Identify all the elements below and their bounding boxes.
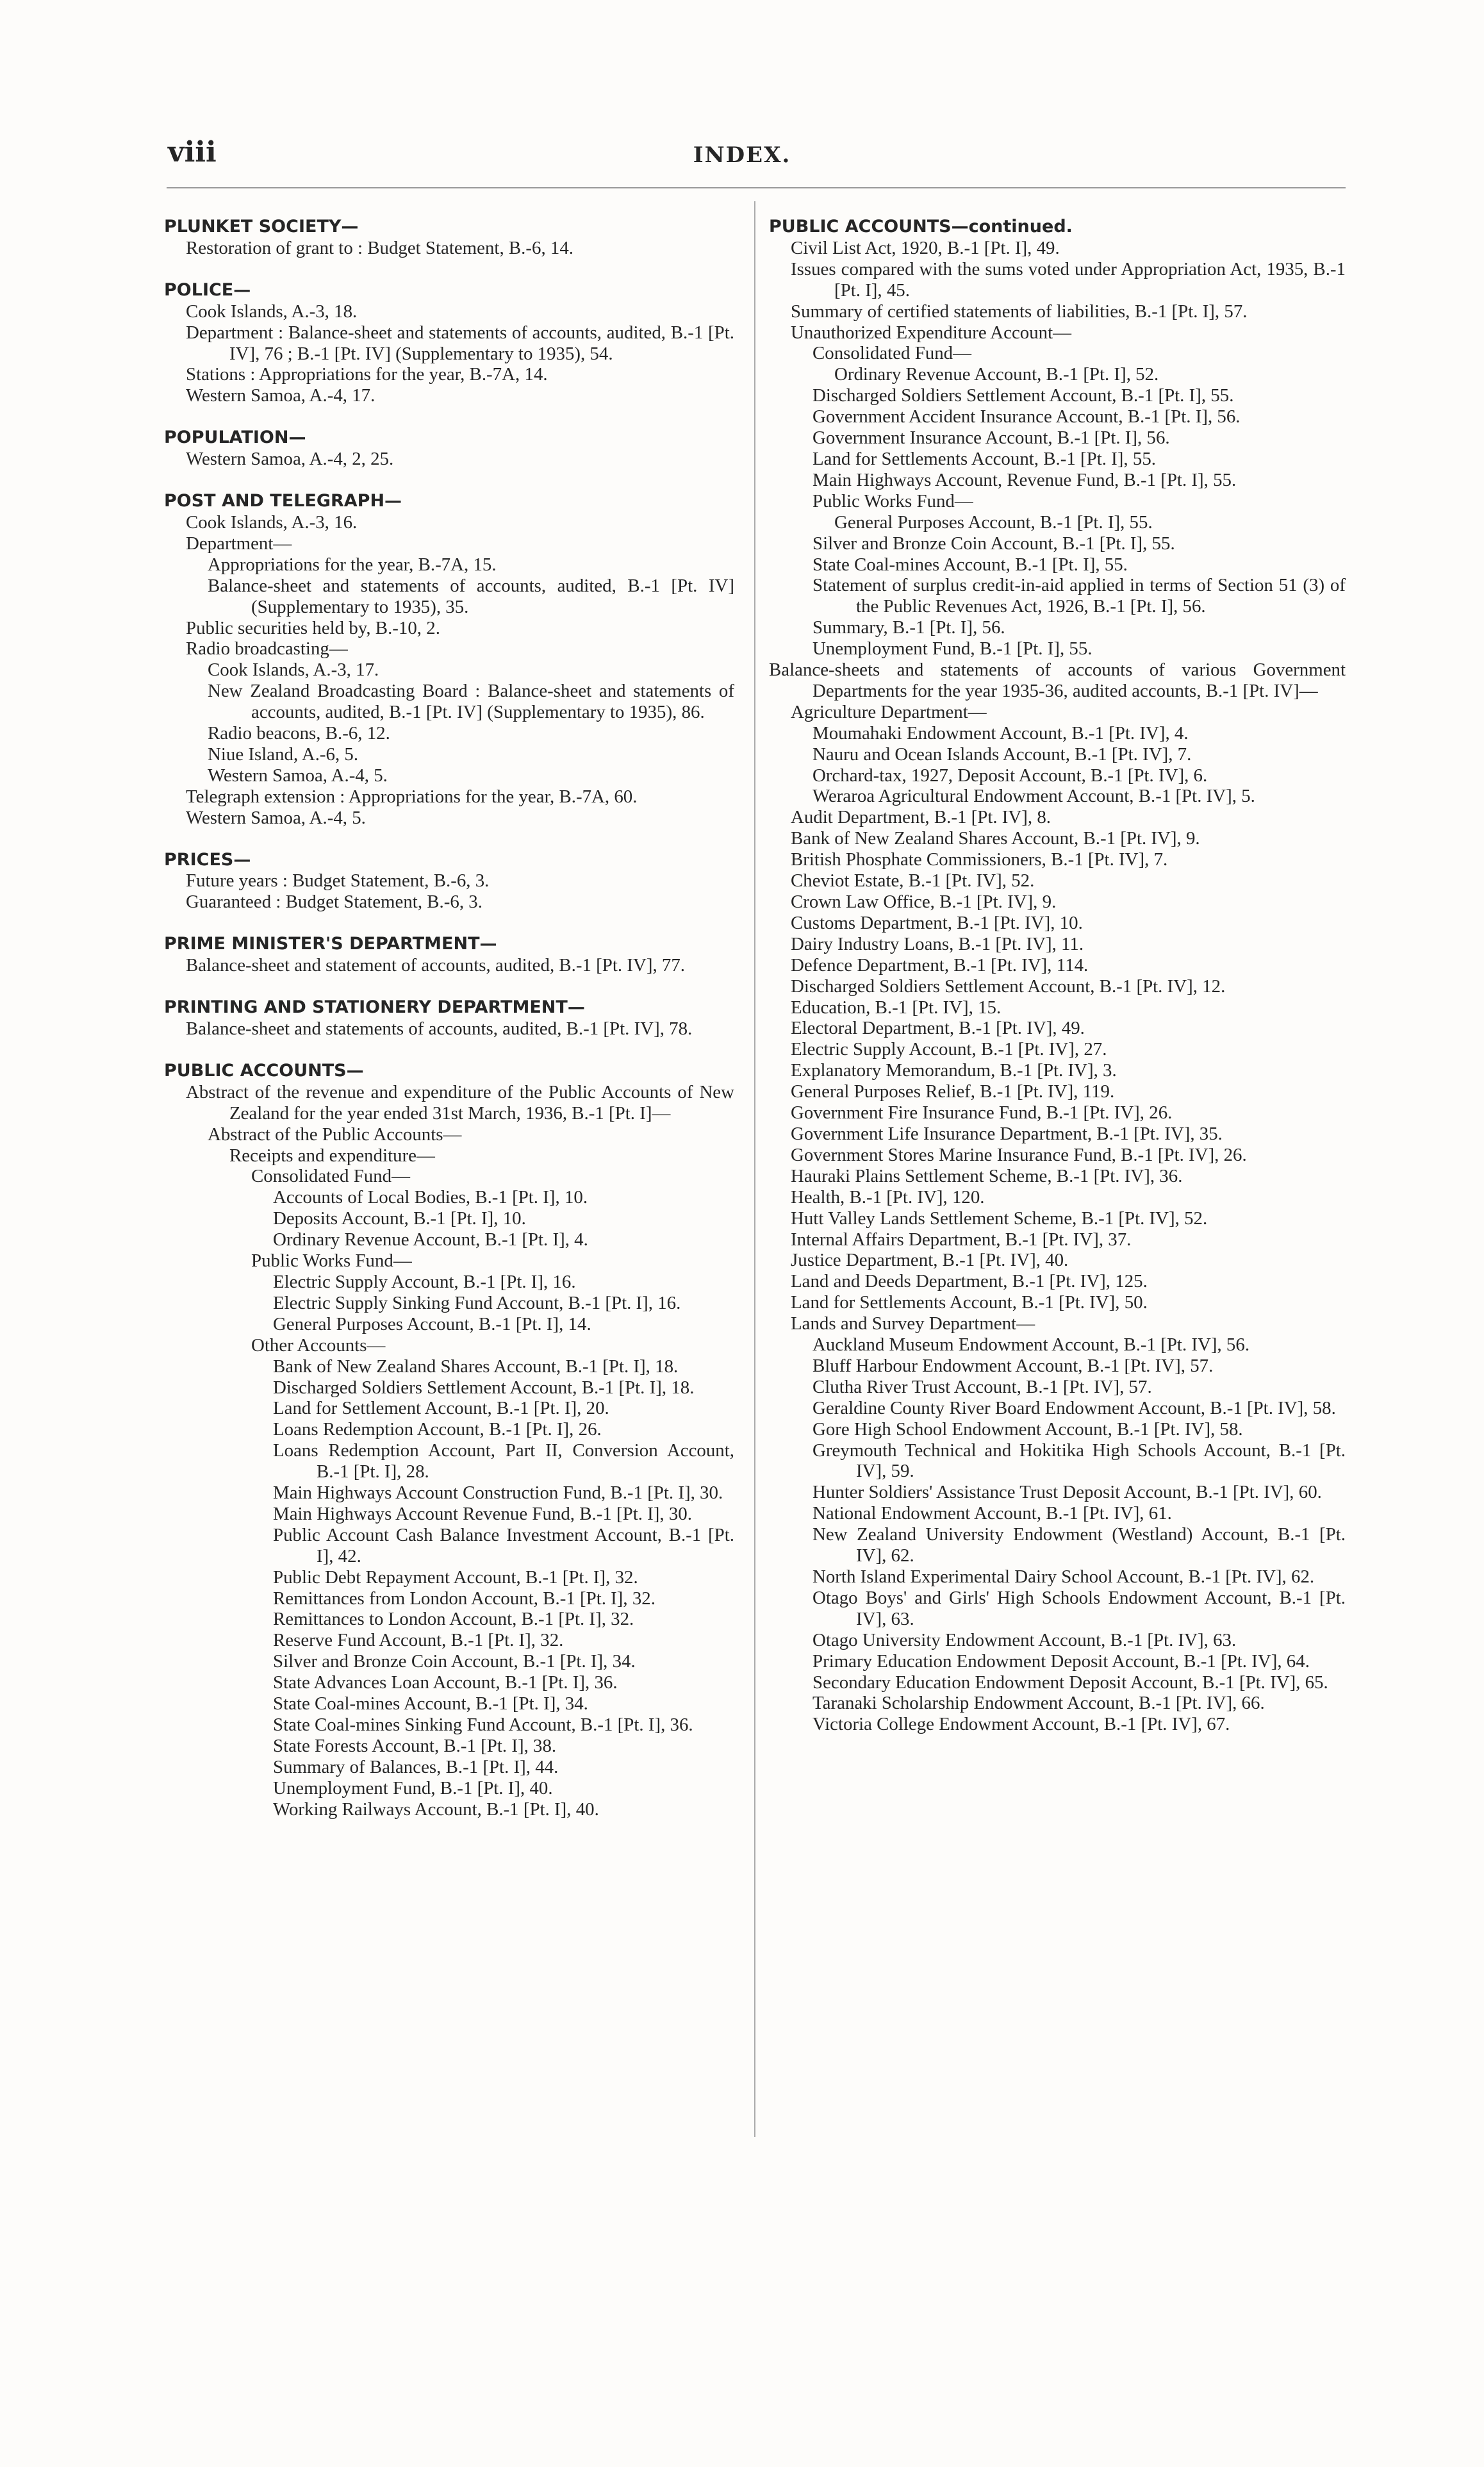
index-entry: Balance-sheet and statements of accounts, audited, B.-1 [Pt. IV] (Supplementary to 1935), 35.: [208, 575, 734, 617]
index-entry: Deposits Account, B.-1 [Pt. I], 10.: [273, 1208, 526, 1229]
index-entry: State Forests Account, B.-1 [Pt. I], 38.: [273, 1735, 557, 1756]
index-entry: Gore High School Endowment Account, B.-1 [Pt. IV], 58.: [812, 1418, 1243, 1440]
index-entry: Working Railways Account, B.-1 [Pt. I], 40.: [273, 1798, 599, 1820]
index-entry: Summary of certified statements of liabilities, B.-1 [Pt. I], 57.: [791, 301, 1248, 322]
index-heading: PRIME MINISTER'S DEPARTMENT—: [164, 934, 497, 954]
index-entry: Bluff Harbour Endowment Account, B.-1 [Pt. IV], 57.: [812, 1355, 1214, 1376]
index-entry: Consolidated Fund—: [812, 343, 971, 364]
index-entry: Moumahaki Endowment Account, B.-1 [Pt. IV], 4.: [812, 722, 1189, 743]
index-entry: Otago University Endowment Account, B.-1 [Pt. IV], 63.: [812, 1629, 1237, 1650]
index-entry: Telegraph extension : Appropriations for the year, B.-7A, 60.: [186, 786, 638, 807]
index-entry: Education, B.-1 [Pt. IV], 15.: [791, 997, 1002, 1018]
entry-spacer: [164, 406, 734, 428]
index-entry: Statement of surplus credit-in-aid applied in terms of Section 51 (3) of the Public Revenues Act, 1926, B.-1 [Pt. I], 56.: [812, 575, 1346, 617]
index-entry: Accounts of Local Bodies, B.-1 [Pt. I], 10.: [273, 1187, 588, 1208]
index-entry: Taranaki Scholarship Endowment Account, B.-1 [Pt. IV], 66.: [812, 1693, 1265, 1714]
index-entry: Restoration of grant to : Budget Statement, B.-6, 14.: [186, 237, 574, 258]
entry-spacer: [164, 470, 734, 491]
index-heading: PUBLIC ACCOUNTS—: [164, 1060, 364, 1081]
index-entry: Land for Settlements Account, B.-1 [Pt. I], 55.: [812, 448, 1156, 469]
index-entry: Appropriations for the year, B.-7A, 15.: [208, 554, 497, 575]
index-entry: Public Account Cash Balance Investment Account, B.-1 [Pt. I], 42.: [273, 1524, 734, 1566]
index-entry: Hutt Valley Lands Settlement Scheme, B.-1 [Pt. IV], 52.: [791, 1208, 1208, 1229]
index-entry: Unemployment Fund, B.-1 [Pt. I], 40.: [273, 1777, 553, 1798]
index-entry: Loans Redemption Account, B.-1 [Pt. I], 26.: [273, 1419, 602, 1440]
index-entry: Balance-sheet and statement of accounts, audited, B.-1 [Pt. IV], 77.: [186, 955, 686, 976]
index-entry: Summary of Balances, B.-1 [Pt. I], 44.: [273, 1756, 559, 1777]
index-entry: Crown Law Office, B.-1 [Pt. IV], 9.: [791, 892, 1057, 912]
index-entry: Cook Islands, A.-3, 16.: [186, 511, 358, 533]
index-entry: Main Highways Account, Revenue Fund, B.-1 [Pt. I], 55.: [812, 469, 1237, 490]
index-entry: State Coal-mines Account, B.-1 [Pt. I], 55.: [812, 554, 1128, 575]
index-entry: Hauraki Plains Settlement Scheme, B.-1 [Pt. IV], 36.: [791, 1165, 1183, 1186]
index-entry: Government Fire Insurance Fund, B.-1 [Pt. IV], 26.: [791, 1102, 1173, 1124]
index-entry: Discharged Soldiers Settlement Account, B.-1 [Pt. IV], 12.: [791, 976, 1226, 997]
index-entry: Ordinary Revenue Account, B.-1 [Pt. I], 4.: [273, 1229, 588, 1250]
index-entry: Land and Deeds Department, B.-1 [Pt. IV], 125.: [791, 1271, 1148, 1292]
index-entry: Cook Islands, A.-3, 18.: [186, 301, 358, 322]
index-entry: Auckland Museum Endowment Account, B.-1 [Pt. IV], 56.: [812, 1334, 1250, 1356]
index-entry: Internal Affairs Department, B.-1 [Pt. IV], 37.: [791, 1229, 1132, 1250]
index-entry: Otago Boys' and Girls' High Schools Endowment Account, B.-1 [Pt. IV], 63.: [812, 1587, 1346, 1629]
column-divider: [754, 201, 755, 2137]
index-entry: Health, B.-1 [Pt. IV], 120.: [791, 1186, 985, 1208]
index-entry: Government Stores Marine Insurance Fund, B.-1 [Pt. IV], 26.: [791, 1144, 1247, 1165]
index-entry: General Purposes Account, B.-1 [Pt. I], 14.: [273, 1313, 591, 1334]
entry-spacer: [164, 1040, 734, 1061]
index-entry: Customs Department, B.-1 [Pt. IV], 10.: [791, 912, 1083, 933]
index-entry: Abstract of the revenue and expenditure of the Public Accounts of New Zealand for the year ended 31st March, 1936, B.-1 [Pt. I]—: [186, 1081, 734, 1124]
index-entry: Explanatory Memorandum, B.-1 [Pt. IV], 3.: [791, 1060, 1117, 1081]
index-entry: Western Samoa, A.-4, 17.: [186, 385, 375, 406]
index-entry: Orchard-tax, 1927, Deposit Account, B.-1 [Pt. IV], 6.: [812, 765, 1208, 786]
index-entry: Western Samoa, A.-4, 5.: [186, 807, 366, 828]
index-entry: Electric Supply Sinking Fund Account, B.-1 [Pt. I], 16.: [273, 1292, 681, 1313]
index-entry: Niue Island, A.-6, 5.: [208, 743, 359, 765]
index-entry: Main Highways Account Construction Fund, B.-1 [Pt. I], 30.: [273, 1483, 723, 1504]
index-entry: Weraroa Agricultural Endowment Account, B.-1 [Pt. IV], 5.: [812, 786, 1255, 807]
entry-spacer: [164, 976, 734, 997]
entry-spacer: [164, 259, 734, 280]
index-heading: POPULATION—: [164, 428, 306, 448]
index-entry: Audit Department, B.-1 [Pt. IV], 8.: [791, 807, 1051, 828]
index-entry: Public Debt Repayment Account, B.-1 [Pt. I], 32.: [273, 1566, 638, 1588]
index-entry: Unemployment Fund, B.-1 [Pt. I], 55.: [812, 638, 1092, 660]
index-entry: Department—: [186, 533, 292, 554]
index-entry: Stations : Appropriations for the year, B.-7A, 14.: [186, 364, 548, 385]
index-entry: Western Samoa, A.-4, 5.: [208, 765, 388, 786]
index-entry: Secondary Education Endowment Deposit Account, B.-1 [Pt. IV], 65.: [812, 1672, 1328, 1693]
index-column-right: [769, 217, 1346, 1735]
index-entry: Silver and Bronze Coin Account, B.-1 [Pt. I], 55.: [812, 533, 1175, 554]
index-heading: POLICE—: [164, 279, 251, 300]
index-entry: Balance-sheets and statements of accounts of various Government Departments for the year 1935-36, audited accounts, B.-1 [Pt. IV]—: [769, 660, 1346, 701]
index-heading: PRICES—: [164, 849, 251, 870]
page-number: viii: [168, 136, 217, 169]
index-entry: New Zealand University Endowment (Westland) Account, B.-1 [Pt. IV], 62.: [812, 1524, 1346, 1566]
index-entry: Electoral Department, B.-1 [Pt. IV], 49.: [791, 1018, 1085, 1039]
index-entry: Radio beacons, B.-6, 12.: [208, 723, 390, 744]
index-entry: Cheviot Estate, B.-1 [Pt. IV], 52.: [791, 870, 1035, 892]
index-entry: Geraldine County River Board Endowment Account, B.-1 [Pt. IV], 58.: [812, 1397, 1336, 1418]
index-entry: Reserve Fund Account, B.-1 [Pt. I], 32.: [273, 1630, 564, 1651]
index-entry: Discharged Soldiers Settlement Account, B.-1 [Pt. I], 18.: [273, 1377, 695, 1398]
index-entry: Land for Settlements Account, B.-1 [Pt. IV], 50.: [791, 1292, 1148, 1313]
index-entry: Future years : Budget Statement, B.-6, 3.: [186, 870, 490, 892]
index-entry: Electric Supply Account, B.-1 [Pt. I], 16.: [273, 1271, 576, 1292]
index-entry: Nauru and Ocean Islands Account, B.-1 [Pt. IV], 7.: [812, 743, 1192, 765]
index-entry: Primary Education Endowment Deposit Account, B.-1 [Pt. IV], 64.: [812, 1650, 1310, 1672]
index-entry: Radio broadcasting—: [186, 638, 348, 660]
index-entry: Western Samoa, A.-4, 2, 25.: [186, 449, 394, 470]
index-entry: General Purposes Account, B.-1 [Pt. I], 55.: [834, 511, 1153, 533]
index-entry: Consolidated Fund—: [251, 1166, 410, 1187]
index-entry: Unauthorized Expenditure Account—: [791, 322, 1072, 343]
index-entry: North Island Experimental Dairy School Account, B.-1 [Pt. IV], 62.: [812, 1566, 1315, 1587]
index-entry: Discharged Soldiers Settlement Account, B.-1 [Pt. I], 55.: [812, 385, 1234, 406]
index-entry: General Purposes Relief, B.-1 [Pt. IV], 119.: [791, 1081, 1115, 1102]
index-entry: Government Life Insurance Department, B.-1 [Pt. IV], 35.: [791, 1123, 1223, 1144]
index-entry: Bank of New Zealand Shares Account, B.-1 [Pt. I], 18.: [273, 1356, 679, 1377]
index-entry: Summary, B.-1 [Pt. I], 56.: [812, 617, 1005, 638]
index-entry: Justice Department, B.-1 [Pt. IV], 40.: [791, 1250, 1069, 1271]
entry-spacer: [164, 829, 734, 850]
index-entry: State Coal-mines Account, B.-1 [Pt. I], 34.: [273, 1693, 588, 1715]
index-entry: Government Accident Insurance Account, B.-1 [Pt. I], 56.: [812, 406, 1241, 428]
index-entry: Remittances to London Account, B.-1 [Pt. I], 32.: [273, 1609, 634, 1630]
index-column-left: [164, 217, 734, 1820]
index-heading: POST AND TELEGRAPH—: [164, 491, 402, 511]
index-entry: New Zealand Broadcasting Board : Balance-sheet and statements of accounts, audited, B.-1 [Pt. IV] (Supplementary to 1935), 86.: [208, 681, 734, 723]
index-entry: Lands and Survey Department—: [791, 1313, 1035, 1334]
index-entry: Department : Balance-sheet and statements of accounts, audited, B.-1 [Pt. IV], 76 ; B.-1 [Pt. IV] (Supplementary to 1935), 54.: [186, 322, 734, 364]
index-entry: Issues compared with the sums voted under Appropriation Act, 1935, B.-1 [Pt. I], 45.: [791, 258, 1346, 301]
index-entry: Remittances from London Account, B.-1 [Pt. I], 32.: [273, 1588, 655, 1609]
index-entry: Abstract of the Public Accounts—: [208, 1124, 462, 1145]
index-entry: Victoria College Endowment Account, B.-1 [Pt. IV], 67.: [812, 1714, 1230, 1735]
header-rule: [167, 187, 1346, 188]
index-entry: Cook Islands, A.-3, 17.: [208, 660, 379, 681]
entry-spacer: [164, 913, 734, 934]
index-heading: PUBLIC ACCOUNTS—continued.: [769, 217, 1073, 237]
index-entry: British Phosphate Commissioners, B.-1 [Pt. IV], 7.: [791, 849, 1168, 870]
index-entry: State Coal-mines Sinking Fund Account, B.-1 [Pt. I], 36.: [273, 1715, 693, 1735]
index-entry: National Endowment Account, B.-1 [Pt. IV], 61.: [812, 1503, 1172, 1524]
index-entry: Agriculture Department—: [791, 701, 987, 722]
index-entry: Loans Redemption Account, Part II, Conversion Account, B.-1 [Pt. I], 28.: [273, 1440, 734, 1483]
index-entry: Public Works Fund—: [251, 1250, 412, 1272]
index-entry: Ordinary Revenue Account, B.-1 [Pt. I], 52.: [834, 364, 1159, 385]
index-entry: Civil List Act, 1920, B.-1 [Pt. I], 49.: [791, 237, 1060, 258]
index-entry: Government Insurance Account, B.-1 [Pt. I], 56.: [812, 428, 1170, 449]
index-entry: Silver and Bronze Coin Account, B.-1 [Pt. I], 34.: [273, 1651, 636, 1672]
index-entry: Bank of New Zealand Shares Account, B.-1 [Pt. IV], 9.: [791, 828, 1200, 849]
index-entry: Greymouth Technical and Hokitika High Schools Account, B.-1 [Pt. IV], 59.: [812, 1440, 1346, 1482]
index-entry: State Advances Loan Account, B.-1 [Pt. I], 36.: [273, 1672, 618, 1693]
index-entry: Guaranteed : Budget Statement, B.-6, 3.: [186, 892, 482, 913]
index-entry: Clutha River Trust Account, B.-1 [Pt. IV], 57.: [812, 1376, 1152, 1397]
index-entry: Main Highways Account Revenue Fund, B.-1 [Pt. I], 30.: [273, 1503, 692, 1524]
index-entry: Defence Department, B.-1 [Pt. IV], 114.: [791, 954, 1089, 976]
index-entry: Other Accounts—: [251, 1334, 386, 1356]
index-entry: Balance-sheet and statements of accounts, audited, B.-1 [Pt. IV], 78.: [186, 1018, 693, 1039]
index-heading: PLUNKET SOCIETY—: [164, 217, 359, 237]
index-entry: Dairy Industry Loans, B.-1 [Pt. IV], 11.: [791, 933, 1084, 954]
index-entry: Public Works Fund—: [812, 490, 973, 511]
index-entry: Electric Supply Account, B.-1 [Pt. IV], 27.: [791, 1039, 1107, 1060]
index-entry: Public securities held by, B.-10, 2.: [186, 617, 440, 638]
index-heading: PRINTING AND STATIONERY DEPARTMENT—: [164, 997, 585, 1018]
index-entry: Receipts and expenditure—: [229, 1145, 435, 1166]
page-title: INDEX.: [693, 142, 791, 168]
index-entry: Land for Settlement Account, B.-1 [Pt. I], 20.: [273, 1398, 609, 1419]
index-entry: Hunter Soldiers' Assistance Trust Deposit Account, B.-1 [Pt. IV], 60.: [812, 1482, 1322, 1503]
